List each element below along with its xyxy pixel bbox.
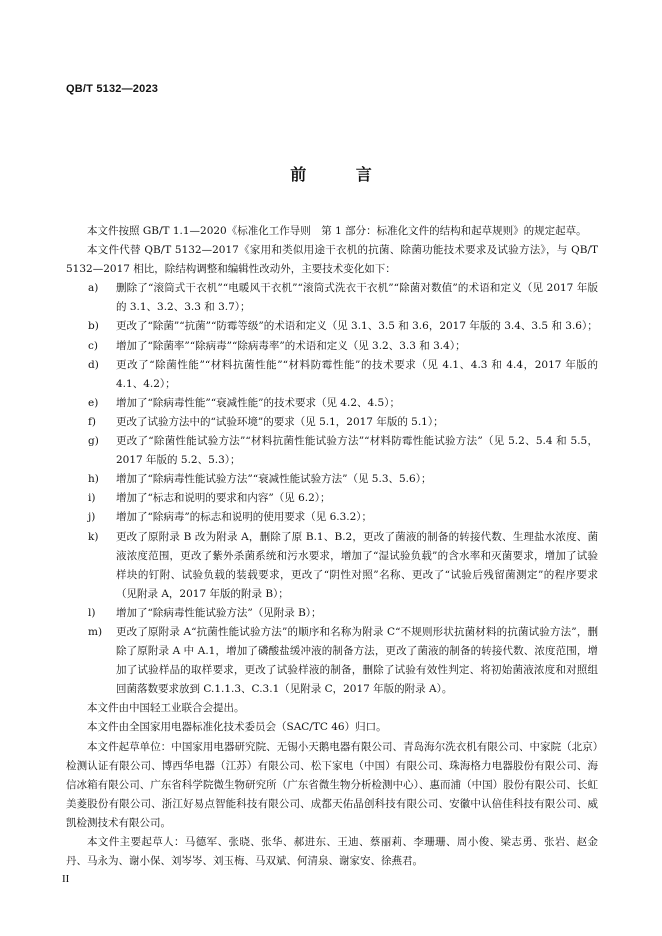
foreword-body (66, 222, 598, 871)
list-item (66, 489, 598, 508)
list-marker: h) (88, 473, 99, 486)
list-item-text: 增加了“除病毒性能试验方法”（见附录 B）； (116, 606, 322, 619)
list-item (66, 356, 598, 394)
list-item (66, 470, 598, 489)
list-marker: k) (88, 530, 99, 543)
list-item-text: 增加了“除病毒性能试验方法”“衰减性能试验方法”（见 5.3、5.6）； (116, 473, 432, 486)
list-item (66, 508, 598, 527)
list-marker: l) (88, 606, 96, 619)
paragraph-replacement: 本文件代替 QB/T 5132—2017《家用和类似用途干衣机的抗菌、除菌功能技术要求及试验方法》，与 QB/T 5132—2017 相比，除结构调整和编辑性改动外，主要技术变化如下： (66, 244, 598, 276)
list-item (66, 413, 598, 432)
list-marker: d) (88, 358, 99, 371)
list-item-text: 更改了试验方法中的“试验环境”的要求（见 5.1，2017 年版的 5.1）； (116, 415, 444, 428)
list-item-text: 更改了原附录 B 改为附录 A，删除了原 B.1、B.2，更改了菌液的制备的转接代数、生理盐水浓度、菌液浓度范围，更改了紫外杀菌系统和污水要求，增加了“湿试验负载”的含水率和灭菌要求，增加了试验样块的钉附、试验负载的装载要求，更改了“阴性对照”名称、更改了“试验后残留菌测定”的程序要求（见附录 A，2017 年版的附录 B）； (116, 530, 598, 600)
list-item (66, 432, 598, 470)
list-item (66, 623, 598, 699)
list-item-text: 更改了“除菌”“抗菌”“防霉等级”的术语和定义（见 3.1、3.5 和 3.6，2017 年版的 3.4、3.5 和 3.6）； (116, 320, 598, 333)
list-item-text: 增加了“除菌率”“除病毒”“除病毒率”的术语和定义（见 3.2、3.3 和 3.4）； (116, 339, 466, 352)
paragraph-drafting-units: 本文件起草单位：中国家用电器研究院、无锡小天鹅电器有限公司、青岛海尔洗衣机有限公司、中家院（北京）检测认证有限公司、博西华电器（江苏）有限公司、松下家电（中国）有限公司、珠海格力电器股份有限公司、海信冰箱有限公司、广东省科学院微生物研究所（广东省微生物分析检测中心）、惠而浦（中国）股份有限公司、长虹美菱股份有限公司、浙江好易点智能科技有限公司、成都天佑晶创科技有限公司、安徽中认倍佳科技有限公司、威凯检测技术有限公司。 (66, 740, 598, 829)
list-item-text: 删除了“滚筒式干衣机”“电暖风干衣机”“滚筒式洗衣干衣机”“除菌对数值”的术语和定义（见 2017 年版的 3.1、3.2、3.3 和 3.7）； (116, 282, 598, 314)
list-item-text: 增加了“除病毒性能”“衰减性能”的技术要求（见 4.2、4.5）； (116, 396, 400, 409)
list-marker: m) (88, 625, 103, 638)
paragraph-drafting-rule: 本文件按照 GB/T 1.1—2020《标准化工作导则 第 1 部分：标准化文件的结构和起草规则》的规定起草。 (87, 225, 587, 237)
list-marker: g) (88, 435, 99, 448)
list-marker: e) (88, 396, 99, 409)
page-title: 前 言 (290, 165, 394, 184)
paragraph-committee: 本文件由全国家用电器标准化技术委员会（SAC/TC 46）归口。 (87, 721, 387, 734)
list-item (66, 337, 598, 356)
list-marker: f) (88, 415, 96, 428)
standard-code: QB/T 5132—2023 (66, 83, 159, 95)
list-item-text: 增加了“标志和说明的要求和内容”（见 6.2）； (116, 492, 331, 505)
list-marker: c) (88, 339, 98, 352)
list-item (66, 317, 598, 336)
list-item (66, 279, 598, 317)
paragraph-proposer: 本文件由中国轻工业联合会提出。 (87, 702, 245, 715)
list-item-text: 更改了“除菌性能”“材料抗菌性能”“材料防霉性能”的技术要求（见 4.1、4.3 和 4.4，2017 年版的 4.1、4.2）； (116, 358, 598, 390)
list-item (66, 394, 598, 413)
list-item-text: 增加了“除病毒”的标志和说明的使用要求（见 6.3.2）； (116, 511, 373, 524)
paragraph-drafters: 本文件主要起草人：马德军、张晓、张华、郝进东、王迪、蔡丽莉、李珊珊、周小俊、梁志勇、张岩、赵金丹、马永为、谢小保、刘岑岑、刘玉梅、马双斌、何清泉、谢家安、徐燕君。 (66, 836, 598, 868)
list-marker: i) (88, 492, 96, 505)
list-item-text: 更改了原附录 A“抗菌性能试验方法”的顺序和名称为附录 C“不规则形状抗菌材料的抗菌试验方法”，删除了原附录 A 中 A.1，增加了磷酸盐缓冲液的制备方法，更改了菌液的制备的转接代数、浓度范围，增加了试验样品的取样要求，更改了试验样液的制备，删除了试验有效性判定、将初始菌液浓度和对照组回菌落数要求放到 C.1.1.3、C.3.1（见附录 C，2017 年版的附录 A）。 (116, 625, 598, 696)
list-item (66, 528, 598, 604)
list-marker: j) (88, 511, 96, 524)
list-item-text: 更改了“除菌性能试验方法”“材料抗菌性能试验方法”“材料防霉性能试验方法”（见 5.2、5.4 和 5.5，2017 年版的 5.2、5.3）； (116, 435, 598, 467)
list-marker: b) (88, 320, 99, 333)
list-item (66, 604, 598, 623)
page-number: II (62, 873, 70, 885)
list-marker: a) (88, 282, 99, 295)
